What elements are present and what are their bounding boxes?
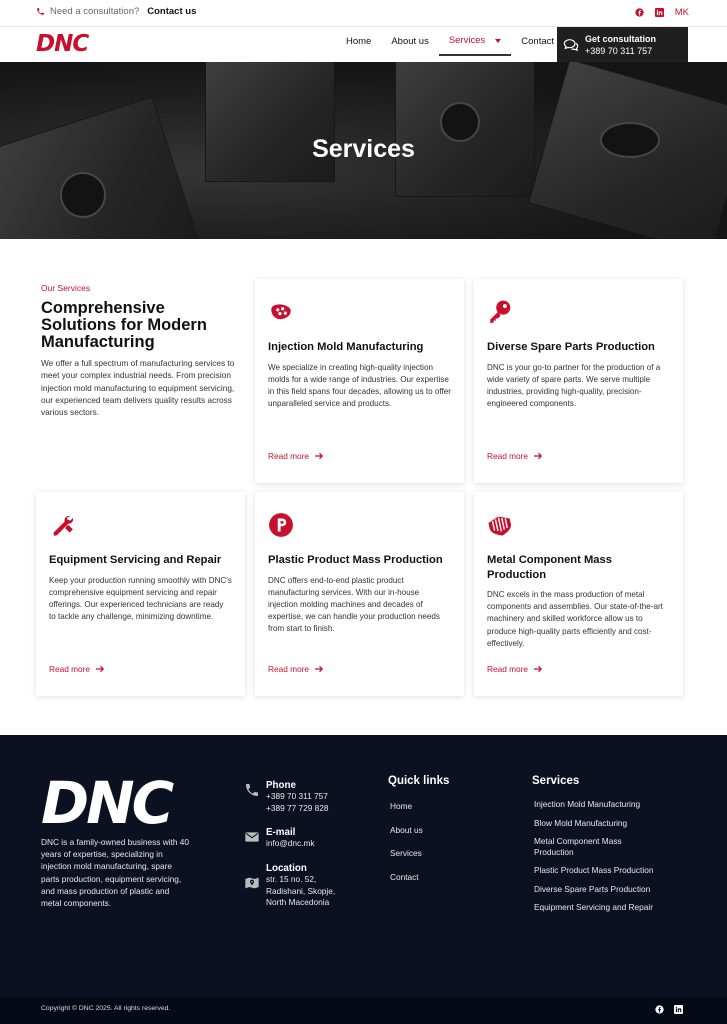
footer-service-link[interactable]: Diverse Spare Parts Production — [534, 883, 651, 894]
phone-number-1[interactable]: +389 70 311 757 — [266, 791, 328, 801]
main-navbar — [0, 27, 727, 62]
plastic-icon — [268, 512, 294, 538]
footer-service-link[interactable]: Injection Mold Manufacturing — [534, 799, 641, 809]
section-description: We offer a full spectrum of manufacturing services to meet your complex industrial needs. From precision injection mold manufacturing to equipment servicing, our experienced team delivers quality results across various sectors. — [41, 358, 235, 418]
footer-logo[interactable]: DNC — [41, 769, 172, 837]
mold-icon — [268, 299, 294, 325]
read-more-label: Read more — [49, 664, 91, 674]
service-card-injection-mold — [255, 279, 464, 483]
card-description: Keep your production running smoothly with DNC's comprehensive equipment servicing and repair offerings. Our experienced technicians are ready to tackle any challenge, minimizing downtime. — [49, 575, 232, 622]
location-label: Location — [266, 863, 307, 874]
nav-about[interactable]: About us — [391, 36, 429, 47]
page-title: Services — [312, 135, 415, 163]
footer-phone — [244, 780, 329, 814]
consultation-text: Need a consultation? — [50, 6, 140, 17]
nav-contact[interactable]: Contact — [521, 36, 555, 47]
footer-service-link[interactable]: Metal Component Mass Production — [534, 836, 622, 857]
map-icon — [244, 875, 260, 891]
quick-link-about[interactable]: About us — [390, 824, 423, 835]
quick-link-home[interactable]: Home — [390, 801, 413, 811]
arrow-right-icon — [96, 665, 105, 673]
read-more-link[interactable] — [487, 664, 543, 674]
service-card-spare-parts — [474, 279, 683, 483]
card-description: DNC is your go-to partner for the production of a wide variety of spare parts. We serve multiple industries, providing high-quality, precision-engineered components. — [487, 362, 661, 409]
footer-social — [655, 1005, 683, 1014]
arrow-right-icon — [315, 452, 324, 460]
top-bar — [0, 0, 727, 27]
chevron-down-icon — [495, 39, 501, 43]
facebook-icon[interactable] — [655, 1005, 664, 1014]
nav-services[interactable] — [439, 27, 511, 56]
phone-icon — [36, 7, 45, 16]
read-more-link[interactable] — [49, 664, 105, 674]
hero-banner — [0, 62, 727, 239]
card-description: DNC offers end-to-end plastic product manufacturing services. With our in-house injection molding machines and decades of expertise, we can handle your production needs from start to finish. — [268, 575, 440, 634]
read-more-label: Read more — [487, 451, 529, 461]
read-more-label: Read more — [268, 451, 310, 461]
service-card-metal-production — [474, 492, 683, 696]
linkedin-icon[interactable] — [674, 1005, 683, 1014]
card-description: DNC excels in the mass production of metal components and assemblies. Our state-of-the-art machinery and skilled workforce allow us to produce high-quality parts efficiently and cost-effectively. — [487, 590, 663, 648]
get-consultation-button[interactable] — [557, 27, 688, 62]
service-card-plastic-production — [255, 492, 464, 696]
read-more-label: Read more — [268, 664, 310, 674]
footer-email — [244, 827, 315, 850]
quick-link-services[interactable]: Services — [390, 848, 422, 858]
arrow-right-icon — [534, 665, 543, 673]
address-line-2: Radishani, Skopje, — [266, 885, 336, 896]
card-description: We specialize in creating high-quality injection molds for a wide range of industries. Our expertise in this field spans four decades, allowing us to offer unparalleled service and products. — [268, 362, 451, 409]
arrow-right-icon — [534, 452, 543, 460]
email-label: E-mail — [266, 827, 296, 838]
site-footer — [0, 735, 727, 1024]
quick-links-title: Quick links — [388, 775, 450, 787]
contact-us-link[interactable]: Contact us — [147, 6, 197, 17]
nav-home[interactable]: Home — [346, 36, 372, 47]
address-line-1: str. 15 no. 52, — [266, 874, 317, 884]
envelope-icon — [244, 829, 260, 845]
footer-service-link[interactable]: Equipment Servicing and Repair — [534, 902, 653, 912]
facebook-icon[interactable] — [635, 8, 644, 17]
phone-label: Phone — [266, 780, 296, 791]
quick-link-contact[interactable]: Contact — [390, 871, 419, 882]
top-social — [635, 7, 689, 18]
main-nav — [336, 27, 564, 62]
footer-service-link[interactable]: Blow Mold Manufacturing — [534, 817, 628, 828]
card-title: Metal Component Mass Production — [487, 554, 612, 581]
read-more-link[interactable] — [268, 664, 324, 674]
read-more-link[interactable] — [268, 451, 324, 461]
footer-service-link[interactable]: Plastic Product Mass Production — [534, 865, 654, 875]
footer-services-title: Services — [532, 775, 580, 787]
language-switch[interactable]: MK — [674, 7, 689, 18]
card-title: Injection Mold Manufacturing — [268, 341, 424, 353]
footer-location — [244, 863, 335, 909]
logo[interactable]: DNC — [36, 31, 89, 57]
linkedin-icon[interactable] — [655, 8, 664, 17]
phone-icon — [244, 782, 260, 798]
footer-about: DNC is a family-owned business with 40 years of expertise, specializing in injection mold manufacturing, spare parts production, equipment servicing, and mass production of plastic and metal components. — [41, 837, 190, 909]
footer-services-list — [534, 799, 654, 913]
chat-icon — [563, 38, 579, 52]
card-title: Diverse Spare Parts Production — [487, 341, 655, 353]
tools-icon — [49, 512, 75, 538]
section-eyebrow: Our Services — [41, 283, 91, 293]
consultation-bar — [36, 6, 196, 17]
quick-links-list — [390, 801, 423, 882]
section-title: Comprehensive Solutions for Modern Manufacturing — [41, 299, 207, 351]
card-title: Equipment Servicing and Repair — [49, 554, 222, 566]
email-address[interactable]: info@dnc.mk — [266, 838, 315, 848]
phone-number-2[interactable]: +389 77 729 828 — [266, 802, 329, 813]
copyright: Copyright © DNC 2025. All rights reserved. — [41, 1005, 171, 1012]
arrow-right-icon — [315, 665, 324, 673]
service-card-equipment-servicing — [36, 492, 245, 696]
cta-title: Get consultation — [585, 33, 657, 44]
nav-services-label: Services — [448, 35, 486, 46]
read-more-link[interactable] — [487, 451, 543, 461]
footer-bottom-bar — [0, 997, 727, 1024]
cta-phone: +389 70 311 757 — [585, 45, 653, 56]
key-icon — [487, 299, 513, 325]
read-more-label: Read more — [487, 664, 529, 674]
address-line-3: North Macedonia — [266, 897, 330, 907]
card-title: Plastic Product Mass Production — [268, 554, 443, 566]
metal-icon — [487, 512, 513, 538]
